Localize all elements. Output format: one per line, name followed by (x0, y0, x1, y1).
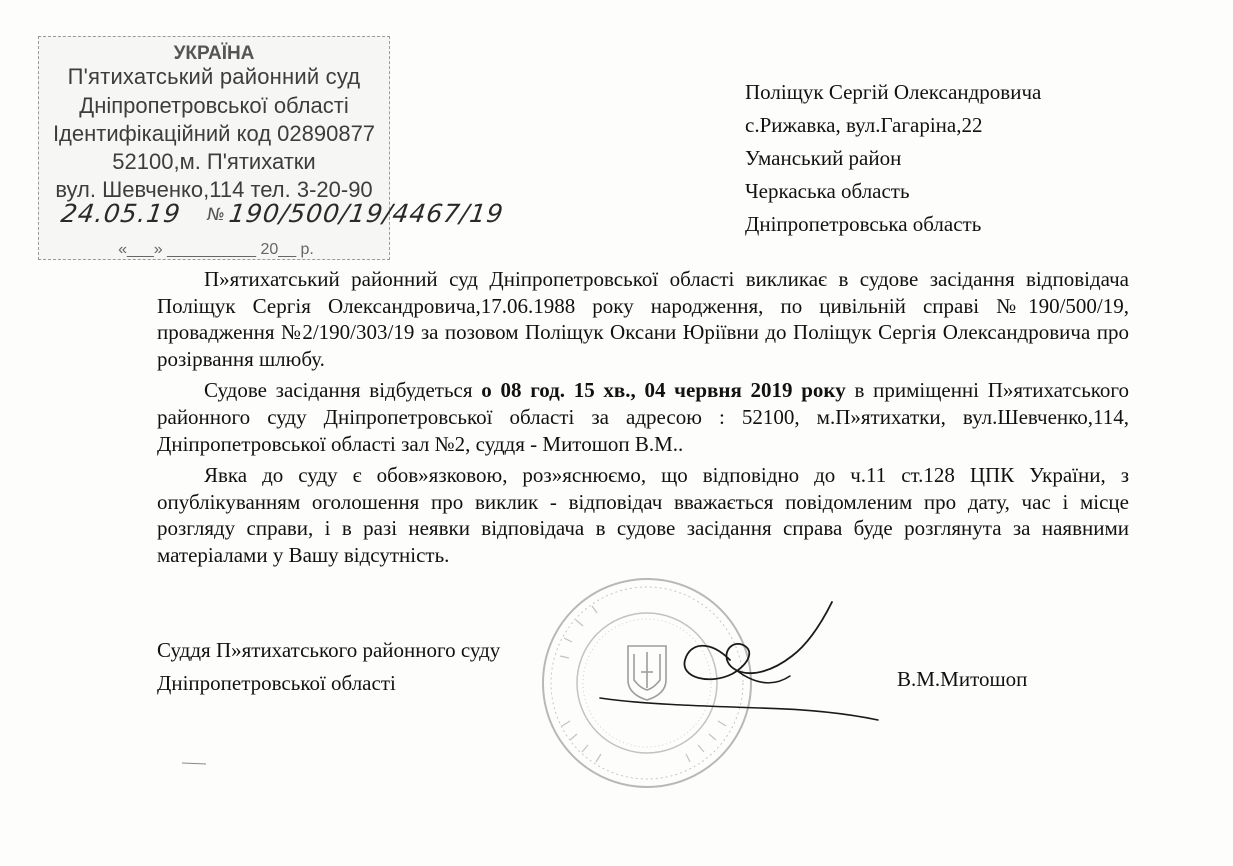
stamp-court-name: П'ятихатський районний суд (67, 64, 361, 89)
stamp-reg-label: № (205, 205, 228, 225)
stamp-id-code: Ідентифікаційний код 02890877 (52, 121, 376, 146)
judge-title-line-2: Дніпропетровської області (157, 671, 396, 695)
addressee-oblast: Черкаська область (745, 179, 910, 203)
stamp-reg-number: 190/500/19/4467/19 (227, 199, 506, 228)
stamp-blank-date: «___» __________ 20__ р. (118, 241, 314, 258)
stamp-registration (45, 199, 506, 231)
judge-name: В.М.Митошоп (897, 667, 1028, 691)
summons-body (157, 266, 1129, 574)
addressee-oblast-2: Дніпропетровська область (745, 212, 982, 236)
stamp-country: УКРАЇНА (173, 43, 255, 64)
stamp-region: Дніпропетровської області (79, 93, 349, 118)
addressee-village: с.Рижавка, вул.Гагаріна,22 (745, 113, 983, 137)
hearing-datetime: о 08 год. 15 хв., 04 червня 2019 року (481, 378, 846, 403)
scan-mark (180, 760, 210, 766)
addressee-block (745, 76, 1041, 241)
judge-title-block (157, 634, 500, 700)
judge-signature (560, 600, 880, 730)
stamp-postal: 52100,м. П'ятихатки (112, 149, 316, 174)
summons-paragraph-1: П»ятихатський районний суд Дніпропетровської області викликає в судове засідання відповідача Поліщук Сергія Олександровича,17.06.1988 року народження, по цивільній справі №190/500/19, провадження №2/190/303/19 за позовом Поліщук Оксани Юріївни до Поліщук Сергія Олександровича про розірвання шлюбу. (157, 267, 1129, 371)
hearing-intro: Судове засідання відбудеться (204, 378, 482, 403)
summons-paragraph-3: Явка до суду є обов»язковою, роз»яснюємо, що відповідно до ч.11 ст.128 ЦПК України, з опублікуванням оголошення про виклик - відповідач вважається повідомленим про дату, час і місце розгляду справи, і в разі неявки відповідача в судове засідання справа буде розглянута за наявними матеріалами у Вашу відсутність. (157, 463, 1129, 567)
court-stamp (38, 36, 506, 260)
stamp-reg-date: 24.05.19 (59, 199, 183, 228)
judge-title-line-1: Суддя П»ятихатського районного суду (157, 638, 501, 662)
hearing-location: в приміщенні П»ятихатського районного суду Дніпропетровської області за адресою : 52100, м.П»ятихатки, вул.Шевченко,114, Дніпропетровської області зал №2, суддя - Митошоп В.М.. (157, 378, 1130, 456)
summons-paragraph-2 (157, 377, 1129, 457)
addressee-name: Поліщук Сергій Олександровича (745, 80, 1042, 104)
addressee-district: Уманський район (745, 146, 902, 170)
stamp-street: вул. Шевченко,114 тел. 3-20-90 (55, 177, 373, 202)
